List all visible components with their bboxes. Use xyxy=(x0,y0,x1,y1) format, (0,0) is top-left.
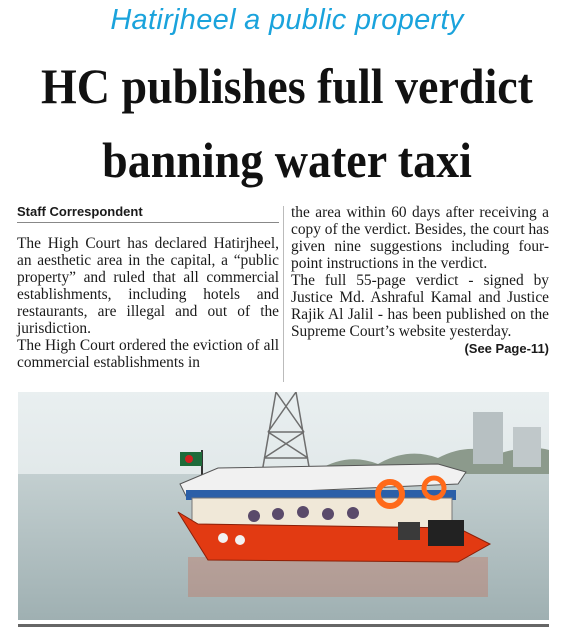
paragraph-3 xyxy=(291,272,549,356)
distant-building-2 xyxy=(513,427,541,467)
article-column-right xyxy=(291,204,549,357)
section-kicker: Hatirjheel a public property xyxy=(110,4,464,36)
bottom-rule xyxy=(18,624,549,627)
paragraph-1: The High Court has declared Hatirjheel, an aesthetic area in the capital, a “public property” and ruled that all commercial establishments, including hotels and restaurants, are illegal and out of the jurisdiction. xyxy=(17,235,279,337)
headline-line-1: HC publishes full verdict xyxy=(40,58,533,114)
paragraph-3-text: The full 55-page verdict - signed by Justice Md. Ashraful Kamal and Justice Rajik Al Jalil - has been published on the Supreme Court’s website yesterday. xyxy=(291,272,549,340)
article-column-left xyxy=(17,204,279,371)
distant-building xyxy=(473,412,503,464)
outboard-engine xyxy=(428,520,464,546)
paragraph-2-continued: the area within 60 days after receiving a copy of the verdict. Besides, the court has given nine suggestions including four-point instructions in the verdict. xyxy=(291,204,549,272)
byline: Staff Correspondent xyxy=(17,204,279,223)
boat-reflection xyxy=(188,557,488,597)
water-taxi-illustration xyxy=(18,392,549,620)
headline-line-2: banning water taxi xyxy=(102,132,472,188)
paragraph-2-start: The High Court ordered the eviction of all commercial establishments in xyxy=(17,337,279,371)
water-taxi-photo xyxy=(18,392,549,620)
column-divider xyxy=(283,206,284,382)
see-page-link[interactable]: (See Page-11) xyxy=(464,341,549,356)
